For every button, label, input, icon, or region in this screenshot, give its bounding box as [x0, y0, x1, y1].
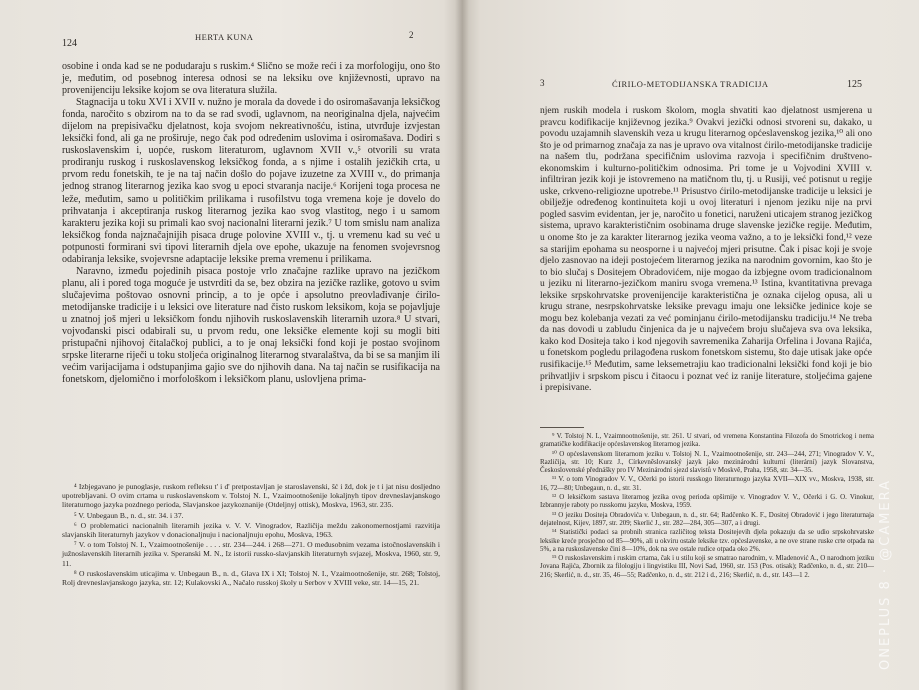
footnote-15: ¹⁵ O ruskoslavenskim i ruskim crtama, čak i u stilu koji se smatrao narodnim, v. Mladenović A., O narodnom jeziku Jovana Rajića, Zbornik za filologiju i lingvistiku III, Novi Sad, 1960, str. 153 (Pos. otisak); Radčenko, n. d., str. 210—216; Skerlić, n. d., str. 35, 46—55; Radčenko, n. d., str. 212 i d., 216; Skerlić, n. d., str. 143—1 2.: [540, 554, 874, 579]
left-footnotes: [62, 482, 440, 588]
footnote-4: ⁴ Izbjegavano je punoglasje, ruskom refleksu t' i d' pretpostavljan je staroslavenski, šć i žd, dok je t i jat nisu dosljedno upotrebljavani. O ovim crtama u ruskoslavenskom v. Tolstoj N. I., Vzaimootnošenije lokaljnyh tipov drevneslavjanskogo literaturnogo jazyka pozdnego perioda, Slavjanskoe jazykoznanije (Otdeljnyj ottisk), Moskva, 1963, str. 235.: [62, 482, 440, 510]
footnote-9: ⁹ V. Tolstoj N. I., Vzaimnootnošenije, str. 261. U stvari, od vremena Konstantina Filozofa do Smotrickog i nema gramatičke kodifikacije općeslavenskog literarnog jezika.: [540, 432, 874, 449]
book-gutter-shadow: [455, 0, 469, 690]
footnote-separator: [540, 427, 584, 428]
left-page-marker: 2: [409, 30, 414, 40]
right-page-marker: 3: [540, 78, 545, 88]
footnote-10: ¹⁰ O općeslavenskom literarnom jeziku v. Tolstoj N. I., Vzaimootnošenije, str. 243—244, 271; Vinogradov V. V., Različija, str. 10; Kurz J., Církevněslovanský jazyk jako mezinárodní kulturní (literární) jazyk Slovanstva, Československé přednášky pro IV Mezinárodní sjezd slavistů v Moskvě, Praha, 1958, str. 34—35.: [540, 449, 874, 475]
left-paragraph-2: Stagnacija u toku XVI i XVII v. nužno je morala da dovede i do osiromašavanja leksičkog fonda, naročito s obzirom na to da se rad svodi, uglavnom, na neoriginalna djela, najvećim dijelom na prepisivačku djelatnost, koja svojom nekreativnošću, istina, utvrđuje izvjestan leksički fond, ali ga ne proširuje, nego čak pod određenim uslovima i osiromašava. Dodiri s ruskoslavenskim i, uopće, ruskom literaturom, uglavnom XVII v.,⁵ otvorili su vrata prodiranju ruskog i ruskoslavenskog leksičkog fonda, a s njime i ostalih jezičkih crta, u prvom redu fonetskih, te je na taj način došlo do pojave izuzetne za XVIII v., do primanja jednog stranog literarnog jezika kao svog u epoci stvaranja nacije.⁶ Korijeni toga procesa ne leže, međutim, samo u političkim prilikama i rusofilstvu toga vremena koje je dovelo do prihvatanja i akceptiranja ruskog literarnog jezika kao svog vlastitog, nego i u samom karakteru jezika koji su primali kao svoj nacionalni literarni jezik.⁷ U tom smislu nam analiza leksičkog fonda najznačajnijih pisaca druge polovine XVIII v., tj. u vremenu kad su već u potpunosti formirani svi tipovi literarnih djela ove epohe, ukazuje na fenomen svojevrsnog odabiranja leksike, svojevrsne adaptacije leksike prema vremenu i prilikama.: [62, 97, 440, 265]
left-running-head: HERTA KUNA: [195, 32, 254, 42]
right-footnotes: [540, 432, 874, 580]
right-paragraph-1: njem ruskih modela i ruskom školom, mogla shvatiti kao djelatnost usmjerena u pravcu kodifikacije književnog jezika.⁹ Ovakvi jezički odnosi stvoreni su, dakako, u povodu uzajamnih slavenskih veza u krugu literarnog općeslavenskog jezika,¹⁰ ali ono što je od primarnog značaja za nas je upravo ova vitalnost ćirilo-metodijanske tradicije na našem tlu, podržana specifičnim uslovima razvoja i specifičnim društveno-ekonomskim i kulturno-političkim odnosima. Pri tome je u Vojvodini XVIII v. infiltriran jezik koji je istovremeno na matičnom tlu, tj. u Rusiji, već potisnut u regije uske, crkveno-religiozne upotrebe.¹¹ Prisustvo ćirilo-metodijanske tradicije u leksici je obilježje određenog kontinuiteta koji u ovoj literaturi i njenom jeziku nije na prvi pogled sasvim evidentan, jer je, naročito u fonetici, naruženi uticajem stranog jezičkog sistema, upravo karakterističnim osobinama druge slavenske jezičke regije. Međutim, u onome što je za karakter literarnog jezika veoma važno, a to je leksički fond,¹² veze sa starijim epohama su neosporne i u najvećoj mjeri prisutne. Čak i pisac koji je svoje djelo zasnovao na ideji postojećem literarnog jezika na narodnim govornim, kao što je to bio slučaj s Dositejem Obradovićem, nije mogao da izbjegne ovom tradicionalnom u jeziku ni literarno-jezičkom maniru svoga vremena.¹³ Istina, kvantitativna prevaga leksike srpskohrvatske provenijencije karakteristična je oznaka cijelog opusa, ali u krugu strane, nesrpskohrvatske leksike prevagu imaju one leksičke jedinice koje se mogu bez kolebanja vezati za već pominjanu ćirilo-metodijansku tradiciju.¹⁴ Ne treba da nas dovodi u zabludu činjenica da je u najvećem broju slučajeva sva ova leksika, kako kod Dositeja tako i kod njegovih savremenika Zaharija Orfelina i Jovana Rajića, u fonetskom pogledu prilagođena ruskom fonetskom sistemu, što daje utisak jake opće rusifikacije.¹⁵ Međutim, same leksemetrajiu kao tradicionalni leksički fond koji je bio prihvatljiv i srpskom piscu i čitaocu i poznat već iz ranije literature, stoljećima gajene i prepisivane.: [540, 105, 872, 394]
footnote-7: ⁷ V. o tom Tolstoj N. I., Vzaimootnošenije . . . . str. 234—244. i 268—271. O međusobnim vezama istočnoslavenskih i južnoslavenskih literarnih jezika v. Speranski M. N., Iz istorii russko-slavjanskih literaturnyh svjazej, Moskva, 1960, str. 9, 11.: [62, 540, 440, 568]
left-body-text: [62, 61, 440, 386]
footnote-13: ¹³ O jeziku Dositeja Obradovića v. Unbegaun, n. d., str. 64; Radčenko K. F., Dositej Obradović i jego literaturnaja dejatelnost, Kijev, 1897, str. 209; Skerlić J., str. 282—284, 305—307, a i drugi.: [540, 510, 874, 527]
footnote-14: ¹⁴ Statistički podaci sa probnih stranica različitog teksta Dositejevih djela pokazuju da se udio srpskohrvatske leksike kreće prosječno od 85—90%, ali u okviru ostale leksike tzv. općeslavenske, a ne ove strane ruske crte otpada na 5%, a na ruskoslavenske čini 8—10%, dok na sve ostale rudice otpada oko 2%.: [540, 528, 874, 553]
right-page-number: 125: [847, 79, 862, 90]
left-paragraph-1: osobine i onda kad se ne podudaraju s ruskim.⁴ Slično se može reći i za morfologiju, ono što je, međutim, od posebnog interesa odnosi se na leksiku ove književnosti, upravo na provenijenciju leksike kojom se ova literatura služila.: [62, 61, 440, 97]
right-running-head: ĆIRILO-METODIJANSKA TRADICIJA: [612, 79, 769, 89]
left-page-number: 124: [62, 38, 77, 49]
footnote-8: ⁸ O ruskoslavenskim uticajima v. Unbegaun B., n. d., Glava IX i XI; Tolstoj N. I., Vzaimootnošenije, str. 268; Tolstoj, Rolj drevneslavjanskogo jazyka, str. 12; Kulakovski A., Načalo russkoj školy u Serbov v XVIII veke, str. 14—15, 21.: [62, 568, 440, 588]
footnote-11: ¹¹ V. o tom Vinogradov V. V., Očerki po istorii russkogo literaturnogo jazyka XVII—XIX vv., Moskva, 1938, str. 16, 72—80; Unbegaun, n. d., str. 31.: [540, 475, 874, 492]
left-paragraph-3: Naravno, između pojedinih pisaca postoje vrlo značajne razlike upravo na jezičkom planu, ali i pored toga moguće je ustvrditi da se, bez obzira na jezičke razlike, gotovo u svim slučajevima poštovao osnovni princip, a to je opće i apsolutno preovlađivanje ćirilo-metodijanske tradicije i u leksici ove literature nad čisto ruskom leksikom, koja se pojavljuje u znatnoj još mjeri u leksičkom fondu njihovih ruskoslavenskih literarnih uzora.⁸ U stvari, vojvođanski pisci odabirali su, u prvom redu, one leksičke elemente koji su mogli biti pristupačni njihovoj čitalačkoj publici, a to je onaj leksički fond koji je postao svojinom srpske literarne riječi u toku stoljeća originalnog literarnog stvaralaštva, da bi se sa manjim ili većim varijacijama i odstupanjima gajio sve do njihovih dana. Na taj način se rusifikacija na fonetskom, djelomično i morfološkom i leksičkom planu, uslovljena prima-: [62, 265, 440, 386]
footnote-12: ¹² O leksičkom sastava literarnog jezika ovog perioda opširnije v. Vinogradov V. V., Očerki i G. O. Vinokur, Izbrannyje raboty po russkomu jazyku, Moskva, 1959.: [540, 493, 874, 510]
footnote-6: ⁶ O problematici nacionalnih literarnih jezika v. V. V. Vinogradov, Različija meždu zakonomernostjami razvitija slavjanskih literaturnyh jazykov v donacionaljnuju i nacionaljnuju epohu, Moskva, 1963.: [62, 520, 440, 540]
footnote-5: ⁵ V. Unbegaun B., n. d., str. 34. i 37.: [74, 510, 184, 520]
camera-watermark: [862, 458, 893, 670]
camera-watermark-text: ONEPLUS 8 · @CAMERA: [878, 479, 893, 670]
right-body-text: [540, 105, 872, 394]
right-page: [462, 0, 919, 690]
